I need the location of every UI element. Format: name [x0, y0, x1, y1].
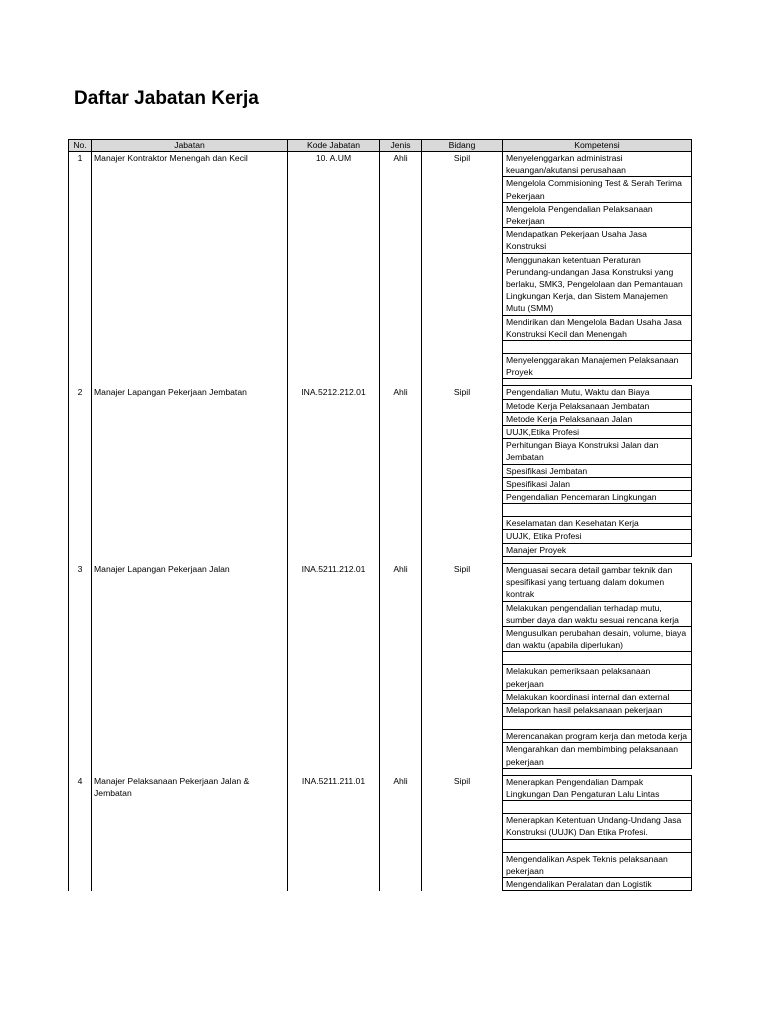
cell-kompetensi: Menerapkan Ketentuan Undang-Undang Jasa Konstruksi (UUJK) Dan Etika Profesi.	[503, 814, 692, 839]
jabatan-table-container	[68, 139, 691, 891]
cell-kompetensi-blank	[503, 717, 692, 730]
gap-cell	[422, 379, 503, 386]
cell-kompetensi: Spesifikasi Jalan	[503, 477, 692, 490]
cell-bidang: Sipil	[422, 386, 503, 556]
gap-cell	[92, 556, 288, 563]
header-kompetensi: Kompetensi	[503, 140, 692, 152]
cell-jenis: Ahli	[380, 775, 422, 890]
cell-bidang: Sipil	[422, 152, 503, 379]
header-jabatan: Jabatan	[92, 140, 288, 152]
cell-kompetensi: Pengendalian Pencemaran Lingkungan	[503, 491, 692, 504]
cell-kompetensi-blank	[503, 652, 692, 665]
table-row	[69, 563, 692, 601]
gap-cell	[69, 768, 92, 775]
gap-cell	[92, 768, 288, 775]
cell-kompetensi: Menyelenggarakan Manajemen Pelaksanaan Proyek	[503, 354, 692, 379]
cell-kompetensi: Menguasai secara detail gambar teknik dan spesifikasi yang tertuang dalam dokumen kontrak	[503, 563, 692, 601]
cell-kompetensi: Melakukan pengendalian terhadap mutu, sumber daya dan waktu sesuai rencana kerja	[503, 601, 692, 626]
cell-kompetensi: Melaporkan hasil pelaksanaan pekerjaan	[503, 703, 692, 716]
cell-kode-jabatan: INA.5212.212.01	[288, 386, 380, 556]
cell-jenis: Ahli	[380, 563, 422, 768]
cell-kompetensi: Mengelola Commisioning Test & Serah Terima Pekerjaan	[503, 177, 692, 202]
gap-cell	[288, 379, 380, 386]
cell-kompetensi: UUJK,Etika Profesi	[503, 426, 692, 439]
cell-no: 4	[69, 775, 92, 890]
gap-cell	[288, 556, 380, 563]
cell-no: 1	[69, 152, 92, 379]
gap-cell	[288, 768, 380, 775]
cell-kompetensi: Merencanakan program kerja dan metoda kerja	[503, 730, 692, 743]
gap-cell	[380, 768, 422, 775]
jabatan-table	[68, 139, 692, 891]
gap-cell	[503, 768, 692, 775]
table-header	[69, 140, 692, 152]
cell-kompetensi: Mengusulkan perubahan desain, volume, biaya dan waktu (apabila diperlukan)	[503, 626, 692, 651]
cell-kompetensi: Menyelenggarkan administrasi keuangan/akutansi perusahaan	[503, 152, 692, 177]
table-row	[69, 386, 692, 399]
cell-kode-jabatan: 10. A.UM	[288, 152, 380, 379]
cell-kompetensi-blank	[503, 504, 692, 517]
table-body	[69, 152, 692, 891]
cell-jabatan: Manajer Lapangan Pekerjaan Jalan	[92, 563, 288, 768]
cell-no: 2	[69, 386, 92, 556]
cell-kompetensi-blank	[503, 801, 692, 814]
cell-kompetensi: Pengendalian Mutu, Waktu dan Biaya	[503, 386, 692, 399]
cell-kompetensi: Mengendalikan Aspek Teknis pelaksanaan pekerjaan	[503, 852, 692, 877]
cell-kompetensi: Manajer Proyek	[503, 543, 692, 556]
cell-kompetensi: Mengelola Pengendalian Pelaksanaan Pekerjaan	[503, 202, 692, 227]
cell-kompetensi: Menggunakan ketentuan Peraturan Perundang-undangan Jasa Konstruksi yang berlaku, SMK3, Pengelolaan dan Pemantauan Lingkungan Kerja, dan Sistem Manajemen Mutu (SMM)	[503, 253, 692, 315]
cell-kompetensi: Metode Kerja Pelaksanaan Jembatan	[503, 399, 692, 412]
group-gap-row	[69, 556, 692, 563]
cell-kode-jabatan: INA.5211.212.01	[288, 563, 380, 768]
header-no: No.	[69, 140, 92, 152]
cell-kompetensi: Mendapatkan Pekerjaan Usaha Jasa Konstruksi	[503, 228, 692, 253]
table-row	[69, 775, 692, 800]
gap-cell	[69, 379, 92, 386]
cell-kompetensi-blank	[503, 341, 692, 354]
cell-no: 3	[69, 563, 92, 768]
cell-kompetensi: Keselamatan dan Kesehatan Kerja	[503, 517, 692, 530]
cell-kompetensi: Mengarahkan dan membimbing pelaksanaan pekerjaan	[503, 743, 692, 768]
cell-kompetensi-blank	[503, 839, 692, 852]
cell-jenis: Ahli	[380, 386, 422, 556]
gap-cell	[380, 556, 422, 563]
cell-kompetensi: Melakukan pemeriksaan pelaksanaan pekerjaan	[503, 665, 692, 690]
cell-jabatan: Manajer Kontraktor Menengah dan Kecil	[92, 152, 288, 379]
cell-jenis: Ahli	[380, 152, 422, 379]
header-kode-jabatan: Kode Jabatan	[288, 140, 380, 152]
cell-jabatan: Manajer Lapangan Pekerjaan Jembatan	[92, 386, 288, 556]
page-title: Daftar Jabatan Kerja	[74, 88, 259, 109]
group-gap-row	[69, 768, 692, 775]
gap-cell	[503, 379, 692, 386]
gap-cell	[92, 379, 288, 386]
cell-kompetensi: Mengendalikan Peralatan dan Logistik	[503, 877, 692, 890]
header-jenis: Jenis	[380, 140, 422, 152]
cell-jabatan: Manajer Pelaksanaan Pekerjaan Jalan & Jembatan	[92, 775, 288, 890]
group-gap-row	[69, 379, 692, 386]
cell-kode-jabatan: INA.5211.211.01	[288, 775, 380, 890]
cell-kompetensi: Menerapkan Pengendalian Dampak Lingkungan Dan Pengaturan Lalu Lintas	[503, 775, 692, 800]
cell-kompetensi: Spesifikasi Jembatan	[503, 464, 692, 477]
cell-kompetensi: Melakukan koordinasi internal dan external	[503, 690, 692, 703]
gap-cell	[380, 379, 422, 386]
gap-cell	[422, 556, 503, 563]
cell-kompetensi: Mendirikan dan Mengelola Badan Usaha Jasa Konstruksi Kecil dan Menengah	[503, 315, 692, 340]
header-bidang: Bidang	[422, 140, 503, 152]
gap-cell	[503, 556, 692, 563]
cell-bidang: Sipil	[422, 563, 503, 768]
gap-cell	[69, 556, 92, 563]
cell-bidang: Sipil	[422, 775, 503, 890]
cell-kompetensi: UUJK, Etika Profesi	[503, 530, 692, 543]
table-row	[69, 152, 692, 177]
gap-cell	[422, 768, 503, 775]
cell-kompetensi: Metode Kerja Pelaksanaan Jalan	[503, 412, 692, 425]
cell-kompetensi: Perhitungan Biaya Konstruksi Jalan dan Jembatan	[503, 439, 692, 464]
